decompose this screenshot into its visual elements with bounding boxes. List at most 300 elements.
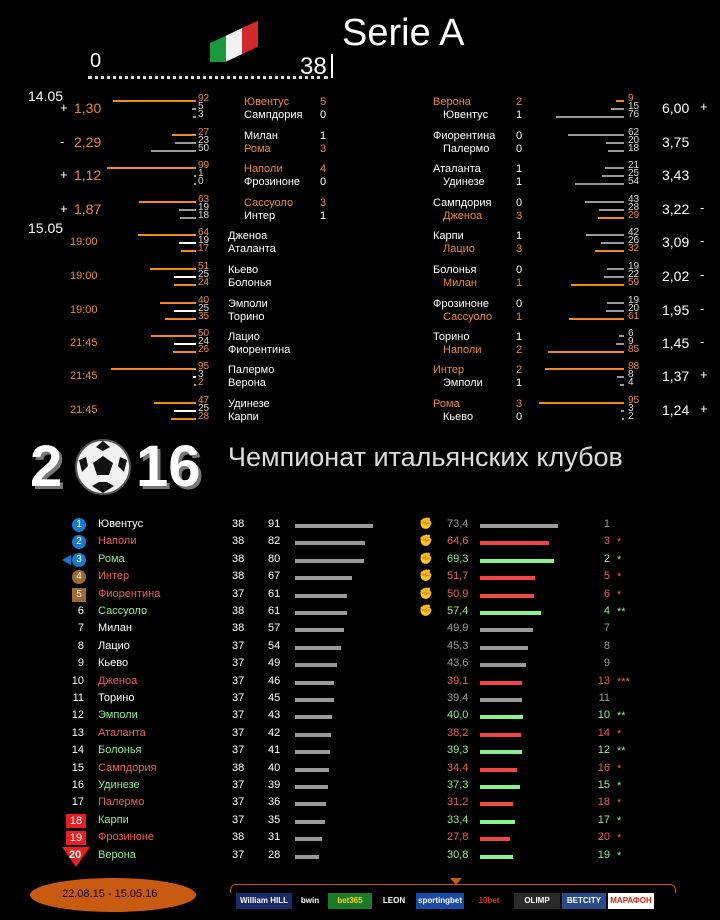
prob-label: 4 (628, 377, 634, 388)
points: 39 (268, 779, 281, 791)
away-team: Фрозиноне (244, 176, 301, 188)
odd-value: 1,12 (74, 167, 102, 183)
team-name: Болонья (98, 744, 142, 757)
prob-bar (606, 310, 624, 312)
prob-bar (179, 209, 196, 211)
date-label-1: 14.05 (28, 88, 64, 104)
home-team: Дженоа (228, 230, 268, 242)
away-team: Фиорентина (228, 344, 291, 356)
prob-bar (622, 418, 624, 420)
thumb-up-icon: ✊ (419, 570, 433, 583)
kickoff-time: 19:00 (70, 304, 98, 316)
home-score: 1 (320, 130, 327, 142)
movement-stars: * (617, 588, 622, 601)
movement-stars: * (617, 832, 622, 845)
previous-position: 11 (598, 692, 610, 704)
prob-bar (606, 142, 624, 144)
movement-stars: ** (617, 710, 626, 723)
previous-position: 19 (597, 848, 610, 861)
prob-bar (107, 167, 196, 169)
away-team: Верона (228, 377, 266, 389)
thumb-up-icon: ✊ (419, 535, 433, 548)
prob-label: 2 (198, 377, 204, 388)
prob-bar (608, 150, 624, 152)
kickoff-time: 19:00 (70, 270, 98, 282)
prob-bar (586, 234, 624, 236)
games-played: 37 (232, 674, 245, 687)
sponsor-logo: МАРАФОН (608, 893, 654, 909)
prob-bar (179, 242, 196, 244)
prob-label: 64 (198, 227, 210, 238)
prob-label: 20 (628, 135, 640, 146)
odd-sign: - (700, 267, 705, 282)
prob-label: 28 (198, 411, 210, 422)
home-score: 3 (516, 398, 523, 410)
prob-label: 25 (198, 303, 210, 314)
previous-position: 18 (597, 796, 610, 809)
team-name: Палермо (98, 796, 145, 809)
games-played: 37 (232, 813, 245, 826)
prob-bar (151, 335, 196, 337)
odd-value: 3,09 (662, 234, 690, 250)
page-title: Serie A (342, 12, 465, 54)
rating-bar (480, 541, 549, 545)
position-badge: 3 (72, 553, 86, 567)
previous-position: 17 (597, 813, 610, 826)
date-range-label: 22.08.15 - 15.05.16 (62, 888, 158, 900)
prob-bar (545, 368, 624, 370)
away-score: 1 (516, 311, 523, 323)
prob-label: 95 (628, 395, 640, 406)
home-team: Болонья (433, 264, 477, 276)
rating-value: 31,2 (447, 796, 469, 809)
prob-bar (616, 343, 624, 345)
prob-label: 62 (628, 127, 640, 138)
odd-sign: - (60, 134, 65, 149)
away-team: Рома (244, 143, 271, 155)
points: 42 (268, 726, 281, 739)
prob-label: 63 (198, 194, 210, 205)
rating-bar (480, 559, 554, 563)
prob-label: 92 (198, 93, 210, 104)
rating-bar (480, 785, 520, 789)
prob-bar (619, 335, 624, 337)
previous-position: 1 (603, 518, 610, 530)
movement-stars: * (617, 814, 622, 827)
prob-label: 17 (198, 243, 210, 254)
prob-label: 50 (198, 143, 210, 154)
away-team: Сассуоло (443, 311, 493, 323)
sponsor-logo: sportingbet (416, 893, 464, 909)
prob-bar (138, 234, 196, 236)
rating-value: 38,2 (447, 726, 469, 739)
prob-label: 19 (198, 202, 210, 213)
points: 36 (268, 796, 281, 809)
home-score: 0 (516, 130, 523, 142)
points-bar (295, 698, 334, 702)
rating-value: 40,0 (447, 709, 469, 722)
prob-bar (194, 183, 196, 185)
odd-value: 2,02 (662, 268, 690, 284)
prob-label: 25 (198, 269, 210, 280)
position-label: 20 (69, 848, 82, 861)
games-played: 38 (232, 518, 245, 530)
prob-bar (174, 284, 196, 286)
home-score: 4 (320, 163, 327, 175)
points-bar (295, 681, 334, 685)
away-team: Болонья (228, 277, 272, 289)
points: 35 (268, 813, 281, 826)
sponsor-logo: 10bet (466, 893, 512, 909)
home-score: 3 (320, 197, 327, 209)
odd-value: 3,75 (662, 134, 690, 150)
home-team: Ювентус (244, 96, 290, 108)
odd-sign: - (700, 233, 705, 248)
prob-label: 6 (628, 328, 634, 339)
away-score: 1 (516, 109, 523, 121)
prob-label: 51 (198, 261, 210, 272)
position-badge: 19 (66, 831, 86, 845)
games-played: 37 (232, 587, 245, 600)
odd-sign: + (60, 167, 68, 182)
odd-sign: + (700, 401, 708, 416)
prob-bar (601, 242, 624, 244)
points: 45 (268, 692, 281, 704)
points-bar (295, 820, 325, 824)
prob-label: 95 (198, 361, 210, 372)
position-label: 12 (71, 709, 84, 722)
rating-bar (480, 594, 534, 598)
away-team: Кьево (443, 411, 474, 423)
previous-position: 6 (603, 587, 610, 600)
prob-label: 59 (628, 277, 640, 288)
prob-bar (568, 134, 624, 136)
games-played: 38 (232, 761, 245, 774)
odd-sign: + (700, 99, 708, 114)
odd-sign: + (700, 367, 708, 382)
sponsor-logo: BETCITY (562, 893, 606, 909)
home-team: Сассуоло (244, 197, 294, 209)
sponsor-strip-frame (230, 884, 676, 893)
team-name: Фиорентина (98, 587, 161, 600)
team-name: Торино (98, 692, 135, 704)
prob-bar (154, 402, 196, 404)
prob-bar (604, 276, 624, 278)
prob-label: 9 (628, 336, 634, 347)
away-team: Лацио (443, 243, 475, 255)
sponsor-strip-marker (450, 878, 462, 885)
points-bar (295, 576, 352, 580)
home-team: Лацио (228, 331, 260, 343)
prob-bar (180, 217, 196, 219)
prob-bar (602, 175, 625, 177)
away-team: Торино (228, 311, 265, 323)
prob-label: 25 (628, 168, 640, 179)
prob-bar (617, 376, 624, 378)
points-bar (295, 559, 364, 563)
sponsor-logo: bet365 (328, 893, 372, 909)
movement-stars: * (617, 849, 622, 862)
previous-position: 20 (597, 831, 610, 844)
rating-value: 27,8 (447, 831, 469, 844)
banner-subtitle: Чемпионат итальянских клубов (228, 442, 623, 472)
position-label: 7 (77, 622, 84, 635)
home-team: Палермо (228, 364, 275, 376)
team-name: Кьево (98, 657, 129, 670)
away-team: Наполи (443, 344, 482, 356)
home-team: Торино (433, 331, 470, 343)
rating-value: 64,6 (447, 535, 469, 548)
rating-bar (480, 733, 521, 737)
odd-value: 1,37 (662, 368, 690, 384)
away-score: 0 (320, 109, 327, 121)
kickoff-time: 21:45 (70, 337, 98, 349)
prob-label: 15 (628, 101, 640, 112)
home-team: Сампдория (433, 197, 492, 209)
away-score: 3 (516, 243, 523, 255)
rating-value: 39,4 (447, 692, 469, 704)
prob-bar (174, 343, 196, 345)
home-score: 1 (516, 331, 523, 343)
kickoff-time: 21:45 (70, 370, 98, 382)
prob-label: 24 (198, 277, 210, 288)
previous-position: 14 (597, 726, 610, 739)
games-played: 37 (232, 692, 245, 704)
football-icon (74, 438, 132, 496)
prob-bar (599, 209, 624, 211)
team-name: Верона (98, 848, 136, 861)
sponsor-logo: William HILL (236, 893, 292, 909)
position-label: 11 (72, 692, 84, 704)
prob-label: 18 (198, 210, 210, 221)
team-name: Карпи (98, 813, 129, 826)
prob-label: 3 (628, 403, 634, 414)
games-played: 38 (232, 831, 245, 844)
away-score: 1 (516, 377, 523, 389)
prob-bar (598, 217, 624, 219)
away-score: 3 (516, 210, 523, 222)
prob-label: 22 (628, 269, 640, 280)
points: 31 (268, 831, 281, 844)
games-played: 37 (232, 779, 245, 791)
round-scale (88, 76, 328, 83)
points: 57 (268, 622, 281, 635)
prob-label: 47 (198, 395, 210, 406)
team-name: Эмполи (98, 709, 138, 722)
year-digit-left: 2 (30, 434, 63, 499)
movement-stars: * (617, 571, 622, 584)
prob-bar (174, 310, 197, 312)
previous-position: 8 (603, 639, 610, 652)
away-score: 0 (320, 176, 327, 188)
thumb-up-icon: ✊ (419, 552, 433, 565)
rating-value: 73,4 (447, 518, 469, 530)
away-team: Милан (443, 277, 477, 289)
movement-stars: *** (617, 675, 630, 688)
points: 67 (268, 570, 281, 583)
odd-value: 6,00 (662, 100, 690, 116)
prob-label: 99 (198, 160, 210, 171)
position-label: 9 (77, 657, 84, 670)
odd-value: 1,30 (74, 100, 102, 116)
home-team: Эмполи (228, 298, 268, 310)
movement-stars: * (617, 780, 622, 792)
rating-bar (480, 715, 523, 719)
rating-bar (480, 698, 522, 702)
kickoff-time: 19:00 (70, 236, 98, 248)
points: 91 (268, 518, 281, 530)
points: 43 (268, 709, 281, 722)
points-bar (295, 785, 328, 789)
away-score: 1 (320, 210, 327, 222)
home-team: Карпи (433, 230, 464, 242)
away-team: Эмполи (443, 377, 483, 389)
team-name: Аталанта (98, 726, 146, 739)
home-score: 0 (516, 264, 523, 276)
rating-bar (480, 663, 526, 667)
odd-value: 1,95 (662, 302, 690, 318)
prob-bar (181, 250, 196, 252)
prob-label: 24 (198, 336, 210, 347)
prob-label: 29 (628, 210, 640, 221)
points-bar (295, 594, 347, 598)
prob-label: 5 (198, 101, 204, 112)
movement-stars: * (617, 553, 622, 566)
prob-bar (165, 318, 197, 320)
games-played: 38 (232, 622, 245, 635)
points: 46 (268, 674, 281, 687)
away-team: Аталанта (228, 243, 276, 255)
games-played: 38 (232, 570, 245, 583)
prob-label: 8 (628, 369, 634, 380)
away-score: 2 (516, 344, 523, 356)
team-name: Лацио (98, 639, 130, 652)
home-team: Милан (244, 130, 278, 142)
rating-bar (480, 646, 528, 650)
prob-bar (193, 116, 196, 118)
prob-bar (611, 108, 625, 110)
arrow-left-icon (62, 555, 71, 565)
rating-bar (480, 837, 510, 841)
away-team: Интер (244, 210, 276, 222)
odd-value: 1,24 (662, 402, 690, 418)
games-played: 38 (232, 605, 245, 617)
scale-min-label: 0 (90, 50, 102, 72)
prob-label: 28 (628, 202, 640, 213)
away-team: Карпи (228, 411, 259, 423)
away-score: 3 (320, 143, 327, 155)
away-score: 1 (516, 176, 523, 188)
points-bar (295, 802, 326, 806)
rating-value: 57,4 (447, 605, 469, 617)
previous-position: 5 (603, 570, 610, 583)
previous-position: 2 (603, 552, 610, 565)
prob-label: 3 (198, 369, 204, 380)
points-bar (295, 768, 329, 772)
thumb-up-icon: ✊ (419, 587, 433, 600)
team-name: Фрозиноне (98, 831, 155, 844)
odd-sign: - (700, 301, 705, 316)
points-bar (295, 628, 344, 632)
rating-bar (480, 576, 535, 580)
position-label: 6 (77, 605, 84, 617)
games-played: 37 (232, 657, 245, 670)
sponsor-logo: LEON (374, 893, 414, 909)
previous-position: 15 (597, 779, 610, 791)
prob-label: 85 (628, 344, 640, 355)
home-score: 0 (516, 298, 523, 310)
odd-sign: - (700, 334, 705, 349)
points: 28 (268, 848, 281, 861)
points: 54 (268, 639, 281, 652)
prob-bar (113, 100, 196, 102)
points-bar (295, 855, 319, 859)
prob-bar (548, 351, 625, 353)
prob-label: 43 (628, 194, 640, 205)
points-bar (295, 524, 373, 528)
prob-label: 42 (628, 227, 640, 238)
home-score: 5 (320, 96, 327, 108)
previous-position: 10 (597, 709, 610, 722)
rating-bar (480, 820, 515, 824)
prob-label: 1 (198, 168, 204, 179)
away-team: Палермо (443, 143, 490, 155)
prob-label: 88 (628, 361, 640, 372)
rating-value: 45,3 (447, 639, 469, 652)
prob-bar (171, 418, 196, 420)
rating-value: 69,3 (447, 552, 469, 565)
previous-position: 3 (603, 535, 610, 548)
prob-bar (575, 183, 624, 185)
position-badge: 5 (72, 588, 86, 602)
rating-value: 39,3 (447, 744, 469, 757)
points-bar (295, 663, 337, 667)
away-team: Удинезе (443, 176, 485, 188)
position-label: 15 (71, 761, 84, 774)
previous-position: 4 (603, 605, 610, 617)
away-score: 0 (516, 411, 523, 423)
home-team: Интер (433, 364, 465, 376)
games-played: 38 (232, 552, 245, 565)
points-bar (295, 646, 341, 650)
sponsor-strip (236, 893, 676, 911)
movement-stars: ** (617, 745, 626, 758)
prob-label: 35 (198, 311, 210, 322)
rating-bar (480, 611, 541, 615)
prob-bar (174, 410, 197, 412)
home-score: 1 (516, 163, 523, 175)
team-name: Милан (98, 622, 132, 635)
home-team: Фиорентина (433, 130, 496, 142)
prob-label: 50 (198, 328, 210, 339)
previous-position: 12 (597, 744, 610, 757)
odd-value: 3,43 (662, 167, 690, 183)
games-played: 37 (232, 709, 245, 722)
home-team: Наполи (244, 163, 283, 175)
odd-value: 1,45 (662, 335, 690, 351)
games-played: 37 (232, 848, 245, 861)
away-team: Сампдория (244, 109, 303, 121)
odd-sign: + (60, 100, 68, 115)
prob-bar (571, 284, 624, 286)
points: 41 (268, 744, 281, 757)
position-badge: 4 (72, 570, 86, 584)
rating-bar (480, 524, 558, 528)
prob-label: 21 (628, 160, 640, 171)
points-bar (295, 733, 331, 737)
prob-bar (556, 116, 624, 118)
date-label-2: 15.05 (28, 220, 64, 236)
